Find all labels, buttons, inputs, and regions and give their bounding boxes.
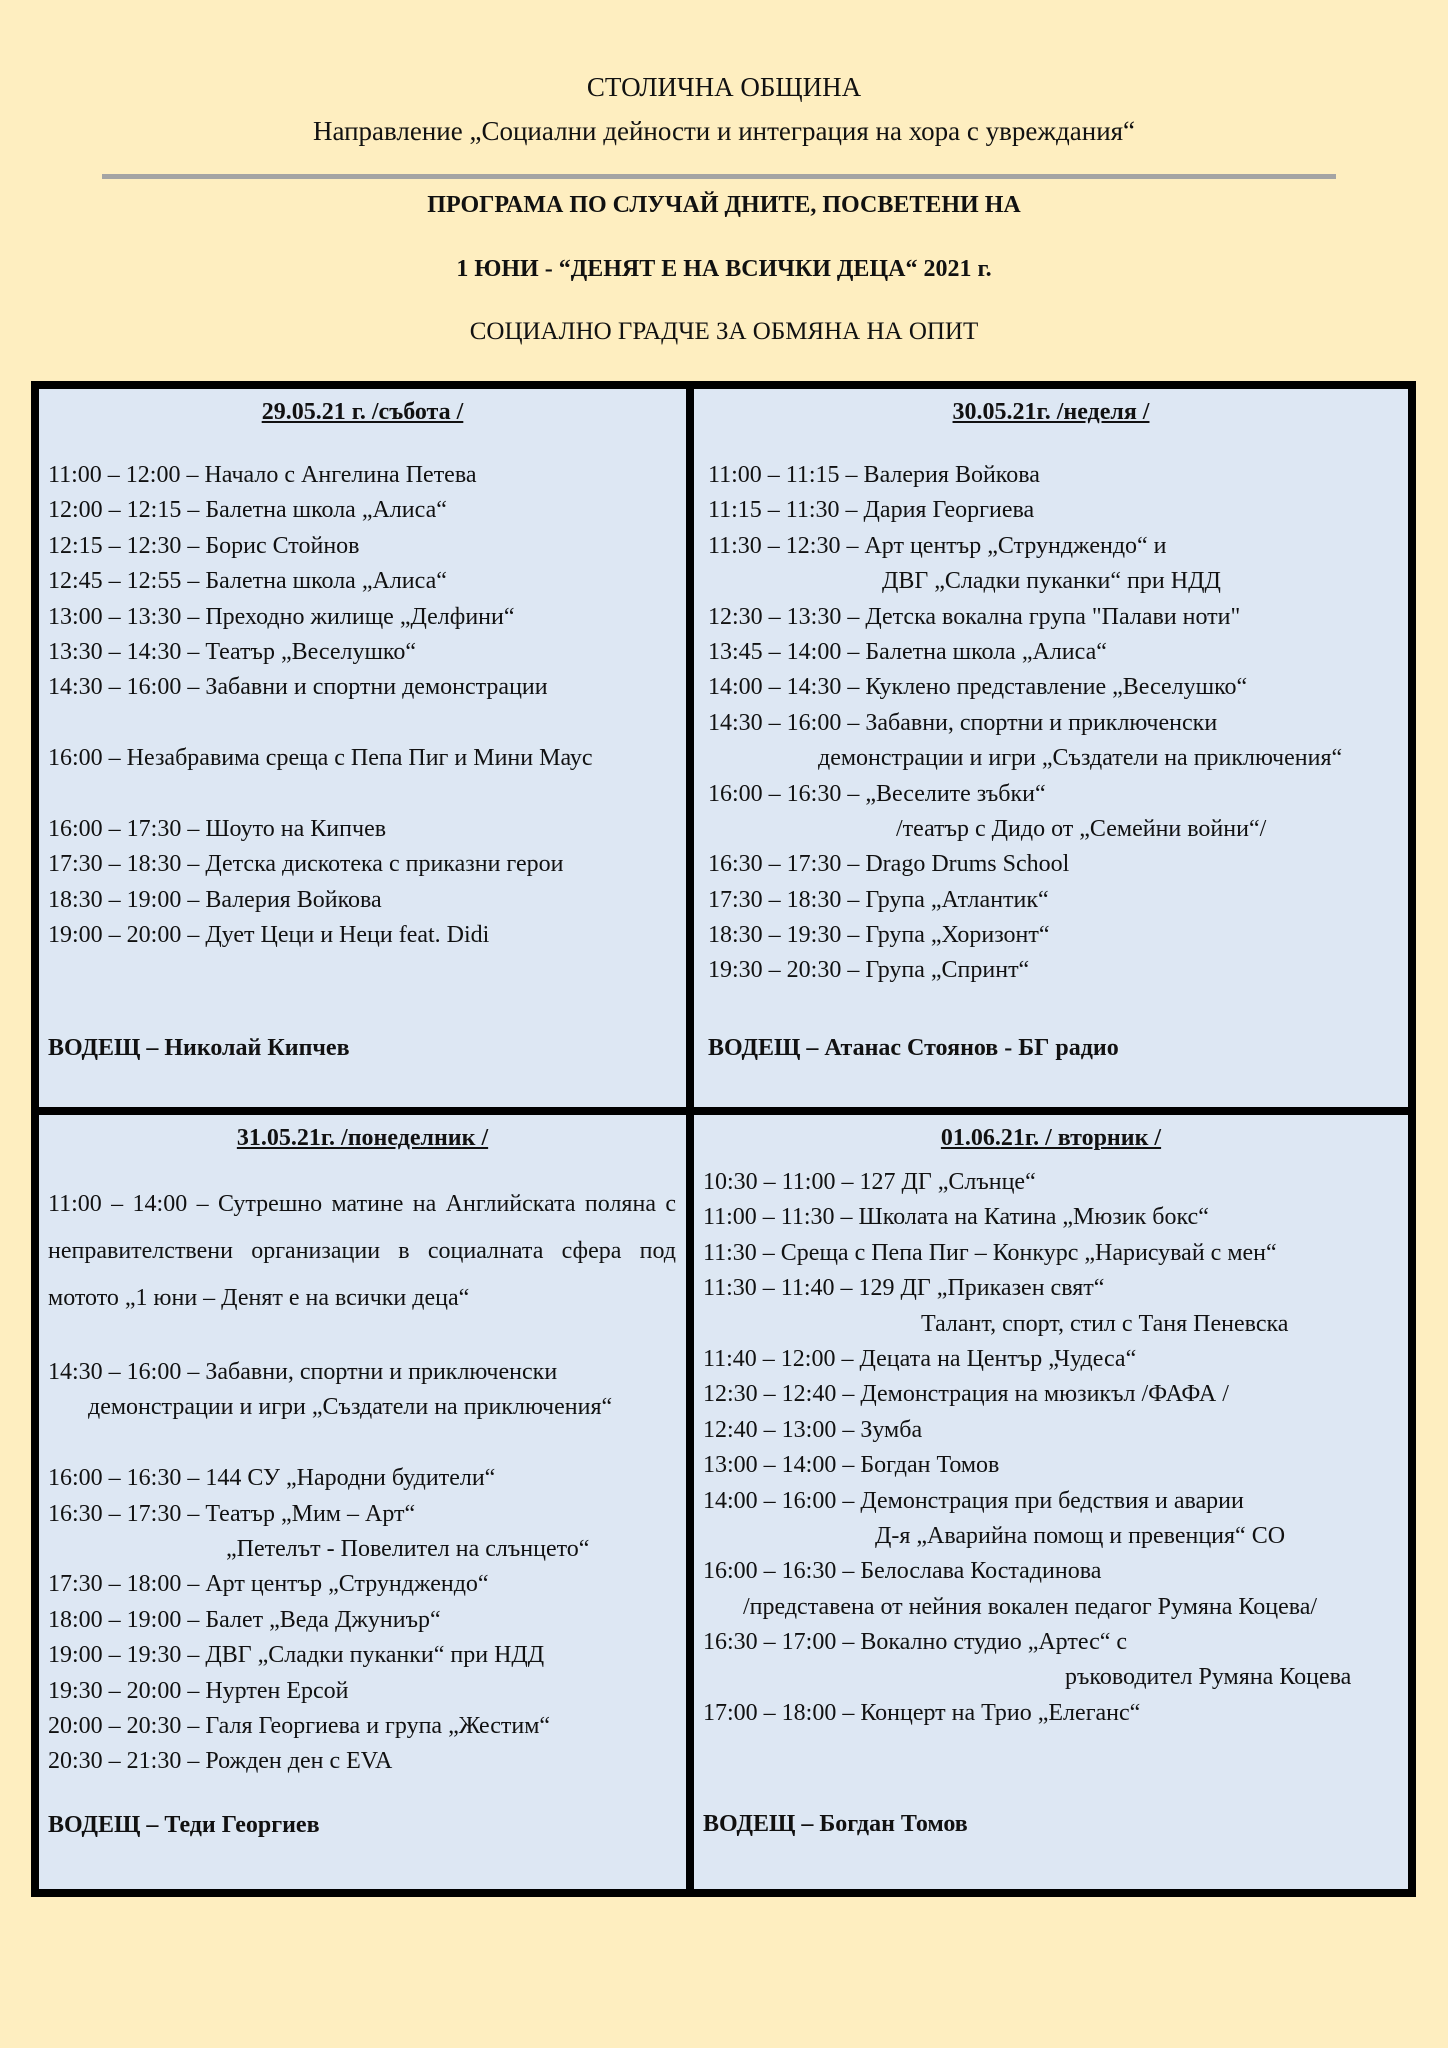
schedule-item: 16:00 – 16:30 – 144 СУ „Народни будители“ [48, 1465, 496, 1492]
day-title: 01.06.21г. / вторник / [940, 1125, 1162, 1151]
schedule-item: демонстрации и игри „Създатели на приключения“ [818, 745, 1343, 772]
org-title: СТОЛИЧНА ОБЩИНА [586, 72, 862, 102]
schedule-item: 14:30 – 16:00 – Забавни, спортни и приключенски [48, 1359, 558, 1385]
schedule-item: 12:30 – 13:30 – Детска вокална група "Палави ноти" [708, 603, 1241, 630]
schedule-item: 20:00 – 20:30 – Галя Георгиева и група „Жестим“ [48, 1712, 551, 1739]
host-label: ВОДЕЩ – Теди Георгиев [48, 1812, 320, 1838]
schedule-item: /театър с Дидо от „Семейни войни“/ [896, 815, 1267, 842]
day-title: 30.05.21г. /неделя / [952, 399, 1150, 425]
schedule-intro: 11:00 – 14:00 – Сутрешно матине на Английската поляна с неправителствени организации в социалната сфера под мотото „1 юни – Денят е на всички деца“ [48, 1191, 676, 1311]
program-title-line1: ПРОГРАМА ПО СЛУЧАЙ ДНИТЕ, ПОСВЕТЕНИ НА [427, 192, 1021, 218]
schedule-item: 12:45 – 12:55 – Балетна школа „Алиса“ [48, 568, 447, 595]
schedule-item: 11:00 – 11:15 – Валерия Войкова [708, 462, 1040, 488]
schedule-item: 19:30 – 20:30 – Група „Спринт“ [708, 957, 1030, 984]
schedule-item: 11:30 – 11:40 – 129 ДГ „Приказен свят“ [703, 1275, 1105, 1302]
schedule-item: 20:30 – 21:30 – Рожден ден с EVA [48, 1748, 393, 1775]
day-cell-monday [39, 1115, 686, 1889]
schedule-list [708, 458, 1402, 989]
schedule-item: 11:30 – Среща с Пепа Пиг – Конкурс „Нарисувай с мен“ [703, 1239, 1277, 1266]
host-label: ВОДЕЩ – Николай Кипчев [48, 1035, 350, 1061]
host-label: ВОДЕЩ – Богдан Томов [703, 1811, 968, 1837]
schedule-item: 16:00 – 16:30 – Белослава Костадинова [703, 1558, 1102, 1585]
schedule-item: 16:30 – 17:30 – Театър „Мим – Арт“ [48, 1500, 416, 1527]
schedule-item: ДВГ „Сладки пуканки“ при НДД [882, 568, 1221, 595]
schedule-item: 17:00 – 18:00 – Концерт на Трио „Елеганс“ [703, 1699, 1141, 1726]
schedule-item: 14:30 – 16:00 – Забавни и спортни демонстрации [48, 674, 548, 701]
schedule-item: 14:00 – 16:00 – Демонстрация при бедствия и аварии [703, 1487, 1244, 1514]
host-label: ВОДЕЩ – Атанас Стоянов - БГ радио [708, 1035, 1119, 1061]
schedule-item: 16:30 – 17:30 – Drago Drums School [708, 851, 1070, 878]
schedule-item: ръководител Румяна Коцева [1065, 1664, 1352, 1691]
day-cell-sunday [694, 389, 1408, 1107]
program-subtitle: СОЦИАЛНО ГРАДЧЕ ЗА ОБМЯНА НА ОПИТ [469, 318, 979, 345]
schedule-item: 17:30 – 18:00 – Арт център „Струнджендо“ [48, 1571, 489, 1598]
schedule-list [703, 1165, 1402, 1731]
schedule-item: 14:30 – 16:00 – Забавни, спортни и приключенски [708, 709, 1218, 736]
schedule-item: 16:00 – 16:30 – „Веселите зъбки“ [708, 780, 1046, 807]
schedule-item: 14:00 – 14:30 – Куклено представление „Веселушко“ [708, 674, 1248, 701]
schedule-item: 13:00 – 14:00 – Богдан Томов [703, 1452, 1000, 1479]
schedule-item: 19:00 – 19:30 – ДВГ „Сладки пуканки“ при НДД [48, 1642, 545, 1669]
day-cell-tuesday [694, 1115, 1408, 1889]
schedule-item: 11:30 – 12:30 – Арт център „Струнджендо“ и [708, 532, 1167, 559]
schedule-item: 16:00 – 17:30 – Шоуто на Кипчев [48, 815, 387, 842]
day-cell-saturday [39, 389, 686, 1107]
schedule-item: 16:00 – Незабравима среща с Пепа Пиг и Мини Маус [48, 745, 593, 772]
schedule-list [48, 1181, 676, 1322]
divider [102, 174, 1336, 179]
schedule-item: 13:00 – 13:30 – Преходно жилище „Делфини“ [48, 603, 515, 630]
schedule-grid [31, 381, 1416, 1897]
schedule-item: демонстрации и игри „Създатели на приключения“ [88, 1394, 613, 1421]
schedule-item: 12:40 – 13:00 – Зумба [703, 1416, 923, 1443]
program-title-line2: 1 ЮНИ - “ДЕНЯТ Е НА ВСИЧКИ ДЕЦА“ 2021 г. [456, 256, 992, 282]
schedule-list [48, 458, 680, 953]
schedule-item: 18:00 – 19:00 – Балет „Веда Джуниър“ [48, 1606, 441, 1633]
schedule-item: 12:30 – 12:40 – Демонстрация на мюзикъл /ФАФА / [703, 1381, 1229, 1408]
schedule-item: 16:30 – 17:00 – Вокално студио „Артес“ с [703, 1629, 1128, 1656]
schedule-item: Д-я „Аварийна помощ и превенция“ СО [875, 1522, 1286, 1549]
schedule-item: 10:30 – 11:00 – 127 ДГ „Слънце“ [703, 1169, 1036, 1195]
schedule-item: 11:15 – 11:30 – Дария Георгиева [708, 497, 1035, 524]
day-title: 29.05.21 г. /събота / [261, 399, 464, 425]
schedule-item: 12:00 – 12:15 – Балетна школа „Алиса“ [48, 497, 447, 524]
schedule-item: 11:00 – 11:30 – Школата на Катина „Мюзик бокс“ [703, 1204, 1209, 1231]
schedule-item: Талант, спорт, стил с Таня Пеневска [921, 1310, 1289, 1337]
schedule-item: „Петелът - Повелител на слънцето“ [226, 1535, 590, 1562]
schedule-item: 19:30 – 20:00 – Нуртен Ерсой [48, 1677, 349, 1704]
schedule-item: 19:00 – 20:00 – Дует Цеци и Неци feat. Didi [48, 922, 490, 949]
day-title: 31.05.21г. /понеделник / [236, 1125, 489, 1151]
schedule-item: 13:30 – 14:30 – Театър „Веселушко“ [48, 638, 417, 665]
schedule-item: 18:30 – 19:30 – Група „Хоризонт“ [708, 922, 1050, 949]
schedule-item: /представена от нейния вокален педагог Румяна Коцева/ [743, 1593, 1318, 1620]
schedule-item: 13:45 – 14:00 – Балетна школа „Алиса“ [708, 638, 1107, 665]
schedule-item: 17:30 – 18:30 – Група „Атлантик“ [708, 886, 1049, 913]
schedule-item: 11:00 – 12:00 – Начало с Ангелина Петева [48, 462, 477, 488]
schedule-list [48, 1355, 680, 1780]
schedule-item: 12:15 – 12:30 – Борис Стойнов [48, 532, 360, 559]
department-title: Направление „Социални дейности и интеграция на хора с увреждания“ [312, 116, 1136, 146]
schedule-item: 18:30 – 19:00 – Валерия Войкова [48, 886, 382, 913]
schedule-item: 11:40 – 12:00 – Децата на Център „Чудеса“ [703, 1345, 1137, 1372]
schedule-item: 17:30 – 18:30 – Детска дискотека с приказни герои [48, 851, 564, 878]
